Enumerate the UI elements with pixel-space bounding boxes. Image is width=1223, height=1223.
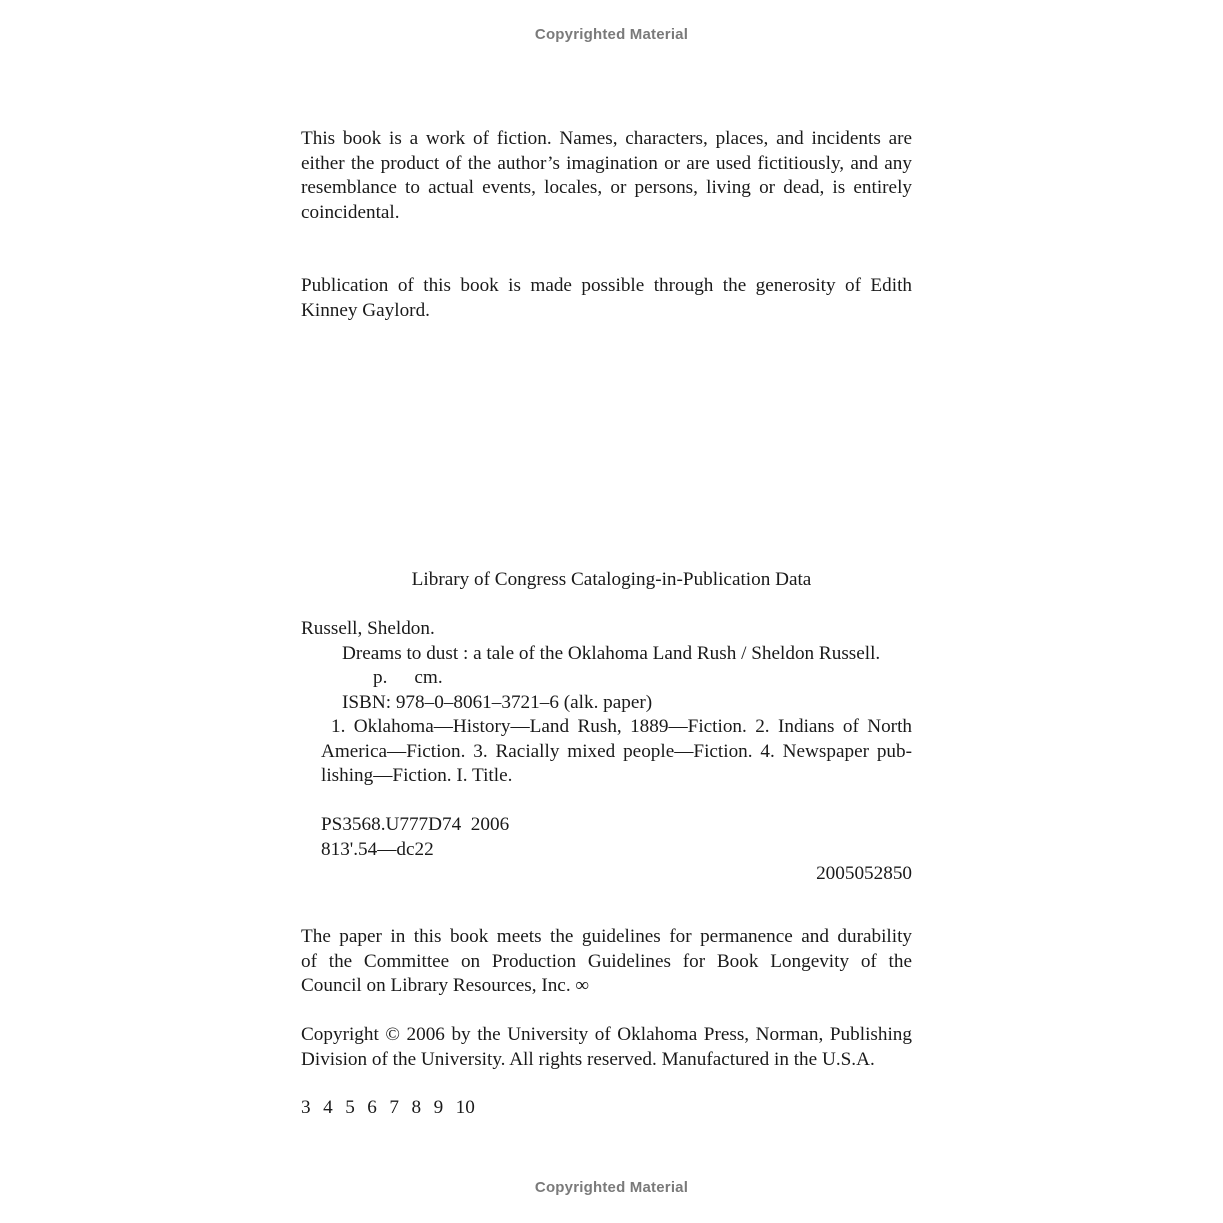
disclaimer-line: This book is a work of fiction. Names, characters, places, and incidents are [301,128,912,149]
disclaimer-line: either the product of the author’s imagination or are used fictitiously, and any [301,152,912,174]
copyrighted-material-watermark-top: Copyrighted Material [534,26,689,43]
printing-number: 3 [301,1097,311,1118]
acknowledgment-line: Publication of this book is made possible through the generosity of Edith [301,275,912,296]
paper-notice-line: The paper in this book meets the guidelines for permanence and durability [301,926,912,947]
printing-number: 6 [367,1097,377,1118]
printing-number: 8 [411,1097,422,1118]
cip-pagination [301,666,912,691]
fiction-disclaimer [301,127,912,225]
cip-pagination-size: cm. [414,667,443,688]
printing-number: 5 [345,1097,355,1118]
cip-classification [301,813,912,862]
printing-number: 4 [323,1097,333,1118]
paper-permanence-notice [301,925,912,999]
paper-notice-line: Council on Library Resources, Inc. ∞ [301,975,590,996]
copyrighted-material-watermark-bottom: Copyrighted Material [534,1179,689,1196]
cip-dewey: 813'.54—dc22 [321,838,434,860]
disclaimer-line: resemblance to actual events, locales, or persons, living or dead, is entirely [301,177,912,198]
cip-heading: Library of Congress Cataloging-in-Publication Data [411,569,812,590]
cip-subject-line: America—Fiction. 3. Racially mixed people—Fiction. 4. Newspaper pub- [321,740,912,762]
cip-pagination-pages: p. [373,667,388,688]
copyright-line: Copyright © 2006 by the University of Oklahoma Press, Norman, Publishing [301,1024,912,1045]
cip-data-block [301,617,912,887]
cip-isbn: ISBN: 978–0–8061–3721–6 (alk. paper) [342,691,653,713]
copyright-notice [301,1023,912,1072]
paper-notice-line: of the Committee on Production Guidelines for Book Longevity of the [301,950,912,972]
cip-subjects [301,715,912,789]
disclaimer-line: coincidental. [301,201,400,223]
cip-author: Russell, Sheldon. [301,618,435,639]
publication-acknowledgment [301,274,912,323]
cip-lccn: 2005052850 [816,863,912,884]
printing-number: 7 [389,1097,399,1118]
cip-title-statement: Dreams to dust : a tale of the Oklahoma Land Rush / Sheldon Russell. [342,642,881,664]
printing-number-line [301,1096,487,1121]
cip-lc-class: PS3568.U777D74 2006 [321,814,510,835]
copyright-line: Division of the University. All rights reserved. Manufactured in the U.S.A. [301,1048,875,1070]
cip-subject-line: 1. Oklahoma—History—Land Rush, 1889—Fiction. 2. Indians of North [331,716,912,737]
cip-subject-line: lishing—Fiction. I. Title. [321,765,513,786]
printing-number: 10 [455,1097,475,1118]
printing-number: 9 [433,1097,444,1118]
acknowledgment-line: Kinney Gaylord. [301,299,430,321]
